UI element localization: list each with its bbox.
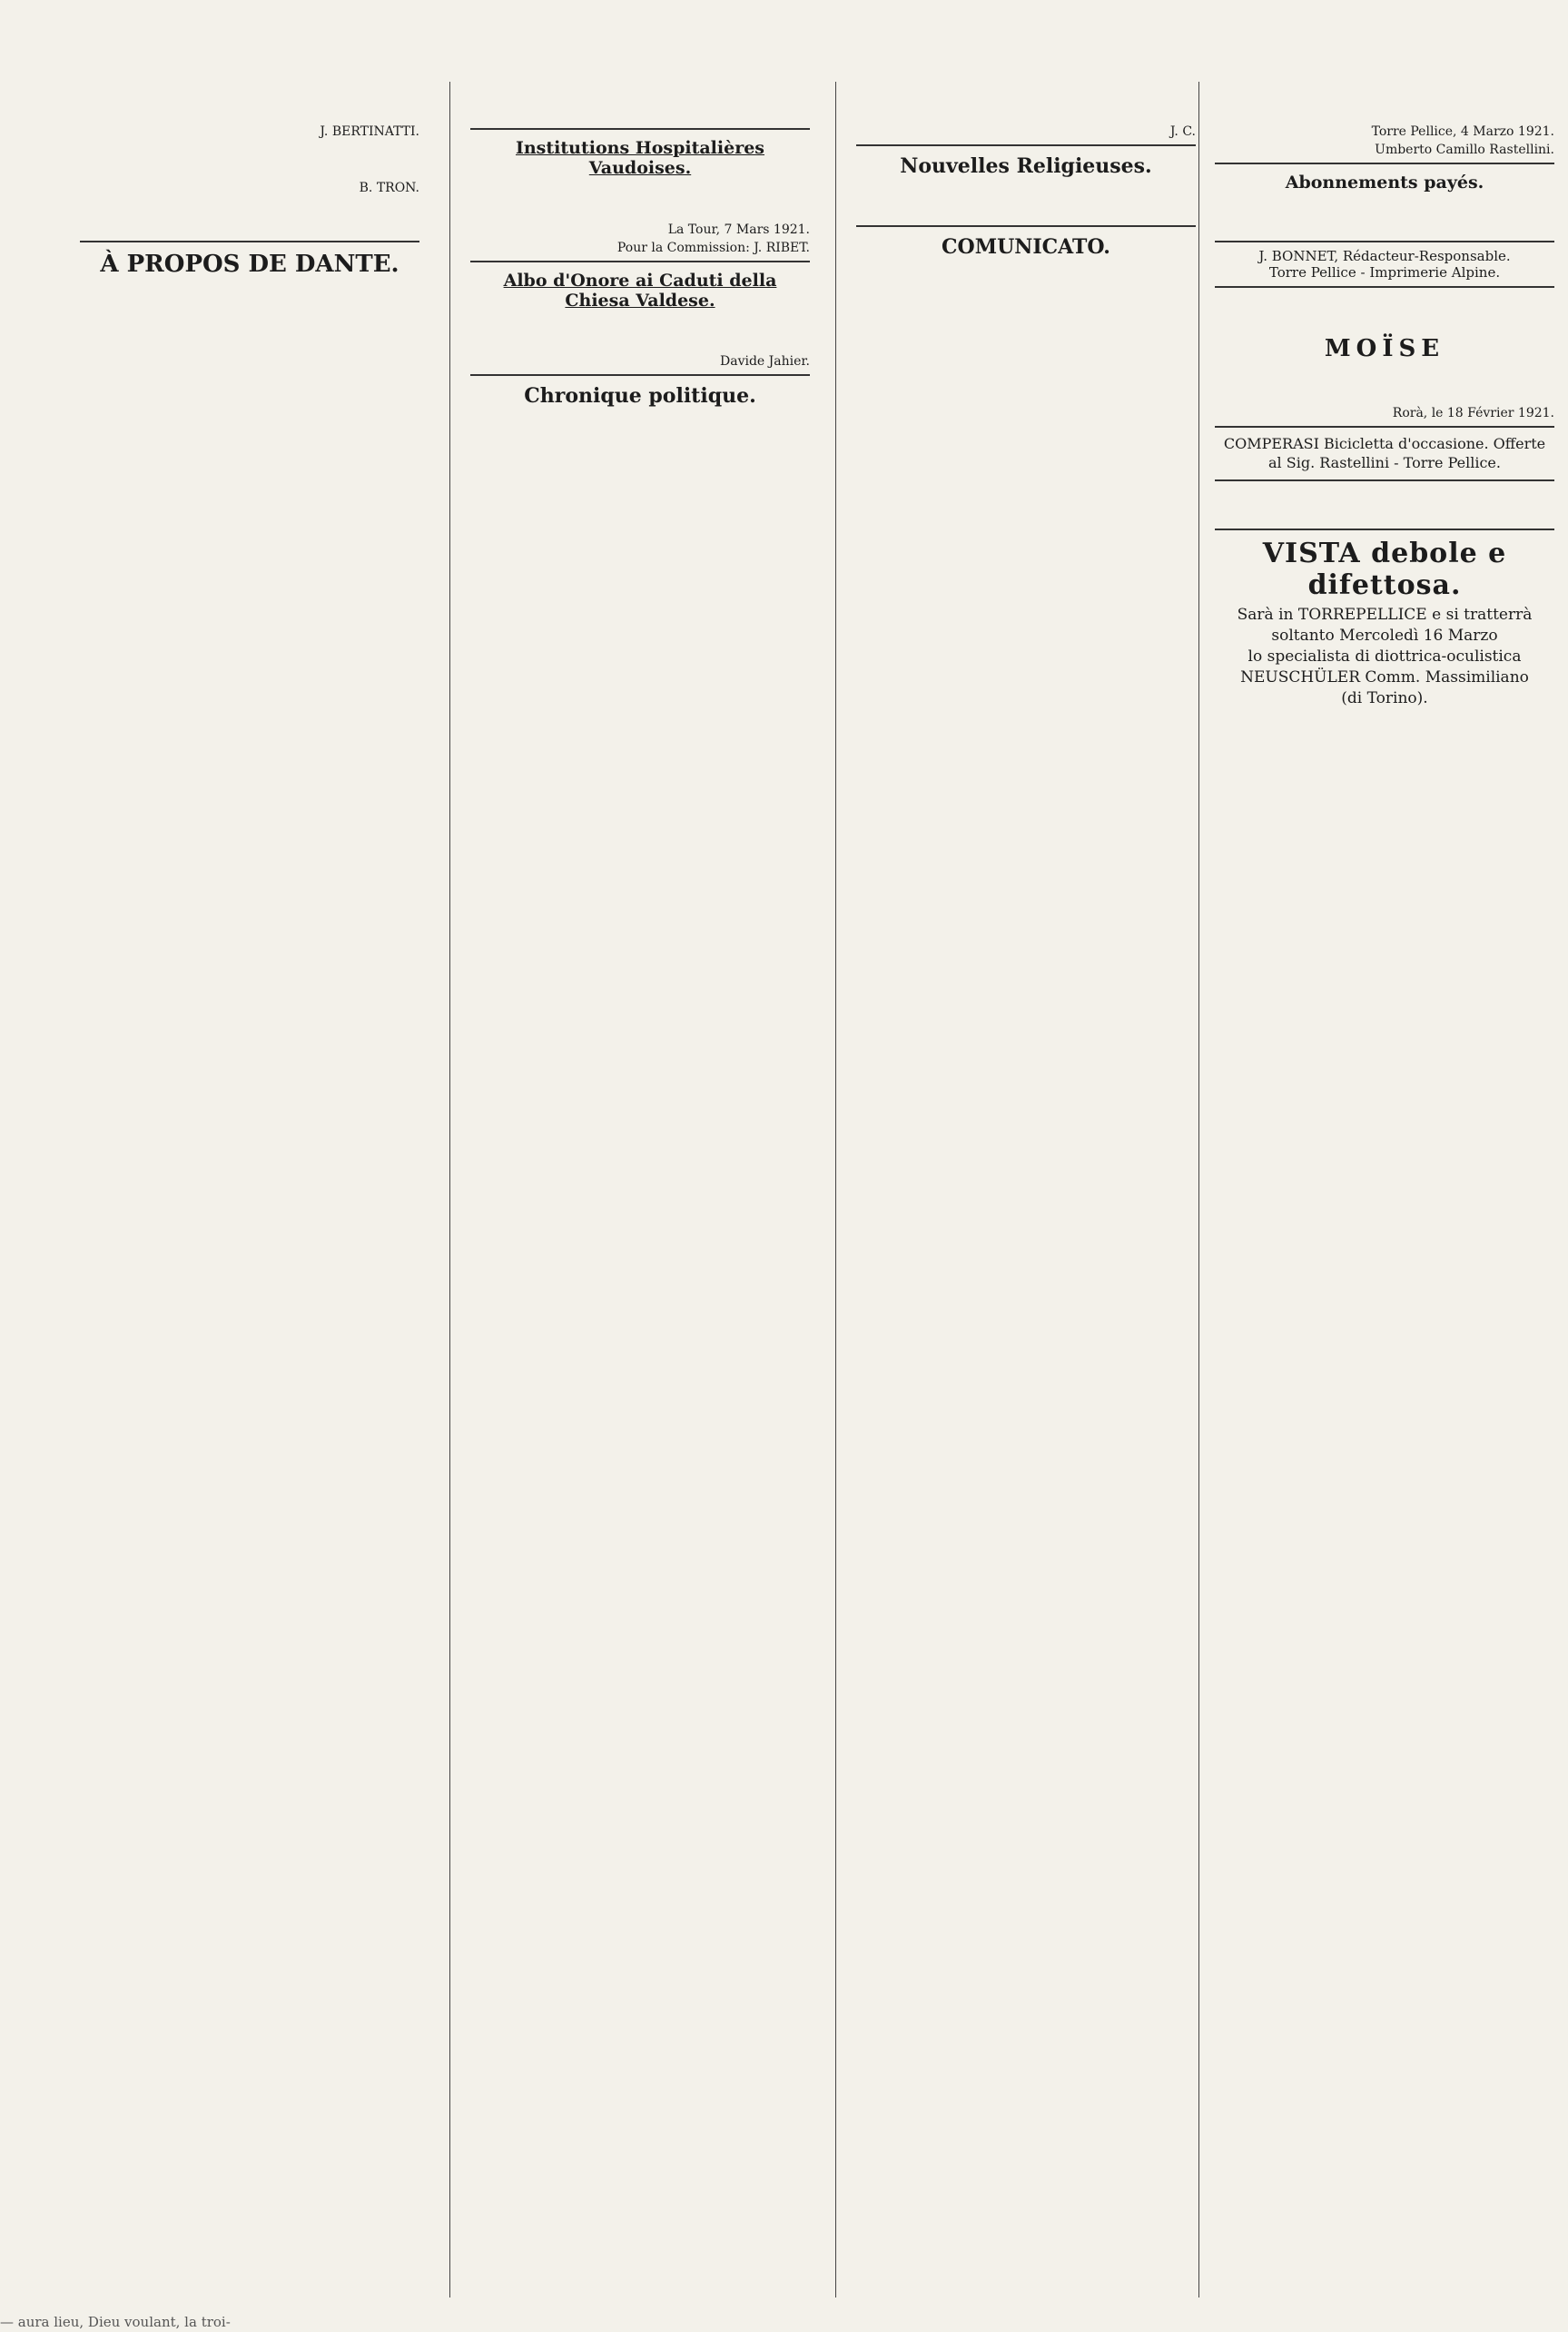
article-signature: Rorà, le 18 Février 1921.	[1392, 405, 1554, 420]
column-rule	[835, 82, 836, 2297]
centered-line: J. BONNET, Rédacteur-Responsable.	[1258, 247, 1511, 264]
classified-ad: COMPERASI Bicicletta d'occasione. Offerte al Sig. Rastellini - Torre Pellice.	[1223, 434, 1546, 471]
article-body	[470, 414, 810, 450]
article-body	[80, 199, 419, 235]
section-divider	[1215, 479, 1554, 481]
section-divider	[1215, 426, 1554, 428]
ad-line: soltanto Mercoledì 16 Marzo	[1271, 627, 1498, 646]
article-body	[856, 183, 1196, 220]
article-body	[80, 284, 419, 321]
ad-line: Sarà in TORREPELLICE e si tratterrà	[1237, 606, 1533, 625]
section-divider	[470, 374, 810, 376]
article-signature: Umberto Camillo Rastellini.	[1375, 143, 1554, 157]
section-divider	[1215, 529, 1554, 530]
article-signature: La Tour, 7 Mars 1921.	[667, 222, 810, 237]
article-body	[470, 86, 810, 123]
article-body	[1215, 368, 1554, 404]
column-1	[73, 86, 427, 2297]
column-4	[1208, 86, 1562, 2297]
section-divider	[1215, 241, 1554, 242]
section-divider	[80, 241, 419, 242]
article-signature: Torre Pellice, 4 Marzo 1921.	[1371, 124, 1554, 139]
article-signature: B. TRON.	[359, 181, 419, 195]
ad-line: (di Torino).	[1341, 689, 1428, 708]
section-divider	[856, 144, 1196, 146]
centered-line: Torre Pellice - Imprimerie Alpine.	[1268, 263, 1501, 281]
article-body	[1215, 199, 1554, 235]
article-body	[1215, 86, 1554, 123]
section-divider	[470, 128, 810, 130]
article-body	[80, 86, 419, 123]
section-divider	[856, 225, 1196, 227]
ad-headline: VISTA debole e difettosa.	[1262, 538, 1507, 602]
article-heading: Albo d'Onore ai Caduti della Chiesa Valdese.	[503, 270, 777, 311]
bottom-text-fragment: — aura lieu, Dieu voulant, la troi-	[0, 2314, 231, 2330]
article-body	[1215, 709, 1554, 746]
article-body	[470, 316, 810, 352]
column-rule	[449, 82, 450, 2297]
article-signature: J. C.	[1169, 124, 1196, 139]
article-body	[1215, 293, 1554, 330]
article-body	[80, 143, 419, 179]
article-heading: Abonnements payés.	[1285, 173, 1484, 193]
article-heading: Institutions Hospitalières Vaudoises.	[515, 138, 764, 178]
section-divider	[1215, 163, 1554, 164]
column-3	[849, 86, 1203, 2297]
column-2	[463, 86, 817, 2297]
article-body	[1215, 487, 1554, 523]
article-signature: Pour la Commission: J. RIBET.	[616, 240, 810, 255]
ad-line: lo specialista di diottrica-oculistica	[1247, 647, 1522, 667]
article-heading: Chronique politique.	[524, 384, 756, 409]
article-signature: Davide Jahier.	[720, 354, 810, 370]
article-signature: J. BERTINATTI.	[320, 124, 419, 139]
article-body	[856, 265, 1196, 301]
article-heading: COMUNICATO.	[942, 235, 1110, 260]
article-heading: Nouvelles Religieuses.	[900, 154, 1152, 178]
article-body	[856, 86, 1196, 123]
article-heading: À PROPOS DE DANTE.	[100, 251, 399, 278]
notice-name: MOÏSE	[1324, 334, 1445, 362]
ad-line: NEUSCHÜLER Comm. Massimiliano	[1240, 668, 1529, 687]
section-divider	[1215, 286, 1554, 288]
article-body	[470, 184, 810, 221]
section-divider	[470, 261, 810, 262]
